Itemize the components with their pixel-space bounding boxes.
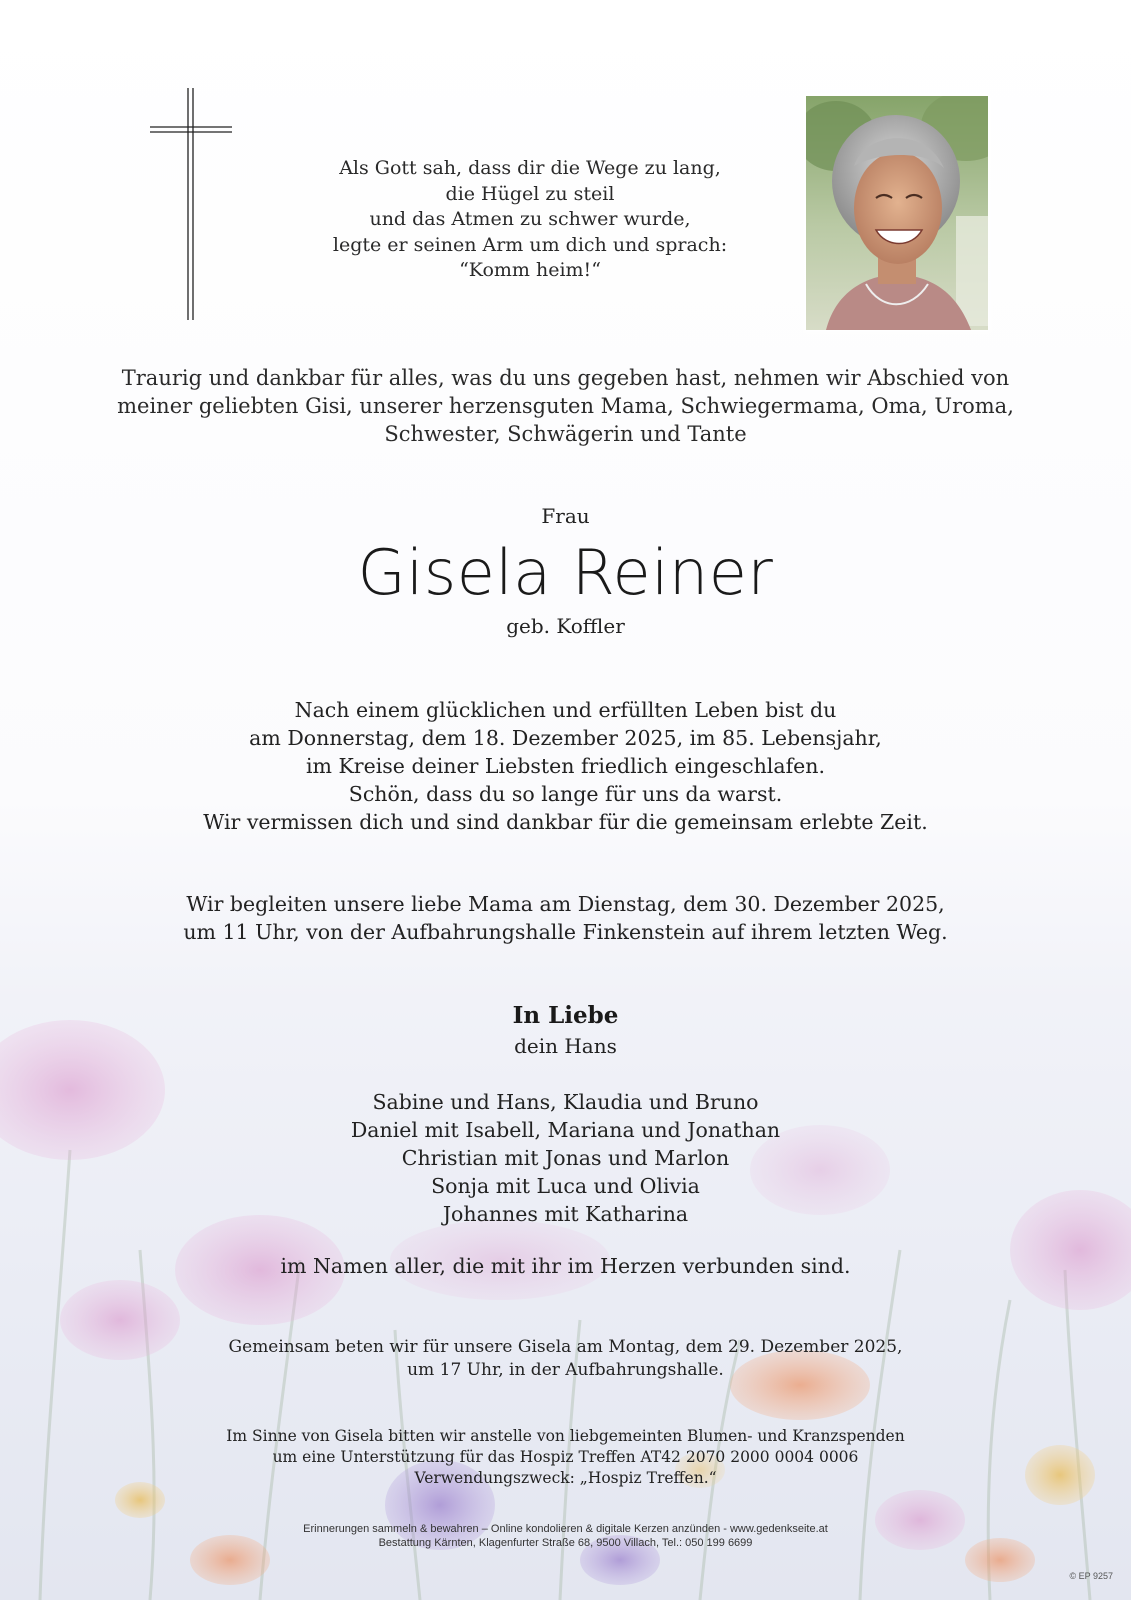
death-notice-line: Schön, dass du so lange für uns da warst. <box>348 782 783 806</box>
death-notice-line: Nach einem glücklichen und erfüllten Leben bist du <box>294 698 837 722</box>
intro-line: meiner geliebten Gisi, unserer herzensguten Mama, Schwiegermama, Oma, Uroma, <box>117 394 1014 418</box>
donation-request <box>0 1426 1131 1489</box>
donation-line: Verwendungszweck: „Hospiz Treffen.“ <box>414 1469 717 1487</box>
poem-line: die Hügel zu steil <box>445 182 615 205</box>
farewell-intro <box>0 364 1131 448</box>
poem-line: und das Atmen zu schwer wurde, <box>369 208 691 230</box>
intro-line: Traurig und dankbar für alles, was du uns gegeben hast, nehmen wir Abschied von <box>121 366 1010 390</box>
family-line: Johannes mit Katharina <box>442 1202 689 1226</box>
prayer-line: um 17 Uhr, in der Aufbahrungshalle. <box>407 1360 724 1380</box>
spouse-name: dein Hans <box>514 1034 617 1058</box>
family-line: Daniel mit Isabell, Mariana und Jonathan <box>350 1118 781 1142</box>
footer-line: Bestattung Kärnten, Klagenfurter Straße 68, 9500 Villach, Tel.: 050 199 6699 <box>378 1537 753 1549</box>
donation-line: um eine Unterstützung für das Hospiz Treffen AT42 2070 2000 0004 0006 <box>272 1448 859 1466</box>
family-list <box>0 1088 1131 1228</box>
cross-icon <box>150 88 232 320</box>
portrait-photo <box>806 96 988 330</box>
in-love-heading: In Liebe <box>512 1002 619 1029</box>
death-notice <box>0 696 1131 836</box>
intro-line: Schwester, Schwägerin und Tante <box>384 422 747 446</box>
salutation: Frau <box>541 504 590 528</box>
funeral-notice <box>0 890 1131 946</box>
death-notice-line: Wir vermissen dich und sind dankbar für die gemeinsam erlebte Zeit. <box>203 810 928 834</box>
poem-line: Als Gott sah, dass dir die Wege zu lang, <box>339 157 721 179</box>
family-line: Sonja mit Luca und Olivia <box>431 1174 700 1198</box>
death-notice-line: am Donnerstag, dem 18. Dezember 2025, im 85. Lebensjahr, <box>249 726 882 750</box>
death-notice-line: im Kreise deiner Liebsten friedlich eingeschlafen. <box>305 754 826 778</box>
funeral-line: Wir begleiten unsere liebe Mama am Dienstag, dem 30. Dezember 2025, <box>186 892 945 916</box>
maiden-name: geb. Koffler <box>506 614 625 638</box>
deceased-name: Gisela Reiner <box>357 536 774 609</box>
poem <box>300 156 760 284</box>
poem-line: “Komm heim!“ <box>459 259 601 281</box>
footer-line: Erinnerungen sammeln & bewahren – Online kondolieren & digitale Kerzen anzünden - www.gedenkseite.at <box>303 1523 828 1535</box>
prayer-notice <box>0 1336 1131 1382</box>
family-line: Sabine und Hans, Klaudia und Bruno <box>372 1090 759 1114</box>
poem-line: legte er seinen Arm um dich und sprach: <box>332 233 728 256</box>
on-behalf-line: im Namen aller, die mit ihr im Herzen verbunden sind. <box>280 1254 851 1278</box>
funeral-line: um 11 Uhr, von der Aufbahrungshalle Finkenstein auf ihrem letzten Weg. <box>183 920 948 944</box>
prayer-line: Gemeinsam beten wir für unsere Gisela am Montag, dem 29. Dezember 2025, <box>228 1337 903 1357</box>
footer <box>0 1522 1131 1550</box>
print-code: © EP 9257 <box>1069 1571 1113 1581</box>
family-line: Christian mit Jonas und Marlon <box>401 1146 730 1170</box>
donation-line: Im Sinne von Gisela bitten wir anstelle von liebgemeinten Blumen- und Kranzspenden <box>226 1427 905 1445</box>
